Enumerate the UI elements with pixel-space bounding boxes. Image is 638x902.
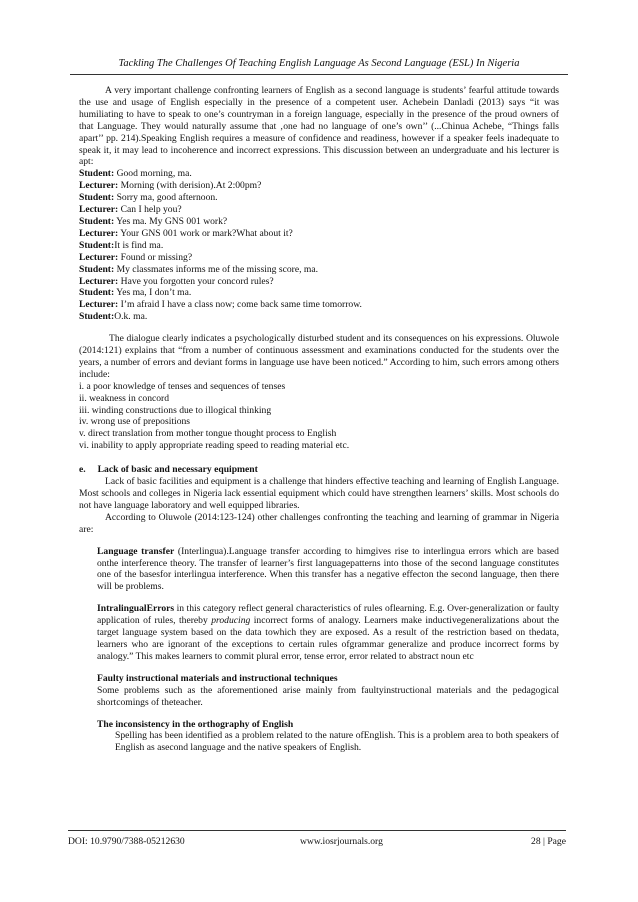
dialogue-line xyxy=(79,299,559,311)
dialogue-text: I’m afraid I have a class now; come back same time tomorrow. xyxy=(118,299,362,311)
dialogue-speaker: Lecturer: xyxy=(79,180,119,192)
dialogue-line xyxy=(79,228,559,240)
subsection-language-transfer xyxy=(79,546,559,594)
subsection-text: Some problems such as the aforementioned arise mainly from faultyinstructional materials and the pedagogical shortcomings of theteacher. xyxy=(97,684,559,708)
dialogue-speaker: Lecturer: xyxy=(79,299,119,311)
subsection-title: The inconsistency in the orthography of English xyxy=(97,718,294,730)
list-item: v. direct translation from mother tongue thought process to English xyxy=(79,428,337,440)
section-paragraph: Lack of basic facilities and equipment is a challenge that hinders effective teaching and learning of English Language. Most schools and colleges in Nigeria lack essential equipment which could have strengthen learners’ skills. Most schools do not have language laboratory and well equipped libraries. xyxy=(79,476,559,511)
page-footer xyxy=(68,830,566,848)
list-item: i. a poor knowledge of tenses and sequences of tenses xyxy=(79,380,286,392)
dialogue-line xyxy=(79,311,559,323)
dialogue-line xyxy=(79,287,559,299)
dialogue-text: O.k. ma. xyxy=(114,311,148,323)
footer-page-number: 28 | Page xyxy=(531,836,566,847)
dialogue-text: Sorry ma, good afternoon. xyxy=(114,192,218,204)
dialogue-line xyxy=(79,180,559,192)
subsection-title: IntralingualErrors xyxy=(97,603,175,615)
dialogue-speaker: Student: xyxy=(79,168,115,180)
subsection-intralingual-errors xyxy=(79,603,559,663)
dialogue-text: Yes ma, I don’t ma. xyxy=(114,287,192,299)
errors-list xyxy=(79,381,559,452)
dialogue-line xyxy=(79,252,559,264)
footer-doi: DOI: 10.9790/7388-05212630 xyxy=(68,836,185,847)
dialogue-line xyxy=(79,216,559,228)
running-header: Tackling The Challenges Of Teaching English Language As Second Language (ESL) In Nigeria xyxy=(70,57,568,75)
dialogue-speaker: Student: xyxy=(79,239,115,251)
dialogue-speaker: Student: xyxy=(79,192,115,204)
dialogue-text: My classmates informs me of the missing score, ma. xyxy=(114,263,319,275)
list-item: iii. winding constructions due to illogical thinking xyxy=(79,404,272,416)
list-item: iv. wrong use of prepositions xyxy=(79,416,191,428)
dialogue-line xyxy=(79,264,559,276)
dialogue-line xyxy=(79,240,559,252)
dialogue xyxy=(79,168,559,323)
dialogue-text: Found or missing? xyxy=(118,251,193,263)
dialogue-text: It is find ma. xyxy=(114,239,164,251)
dialogue-line xyxy=(79,168,559,180)
dialogue-text: Yes ma. My GNS 001 work? xyxy=(114,215,228,227)
subsection-title: Faulty instructional materials and instructional techniques xyxy=(97,672,338,684)
section-heading: e. Lack of basic and necessary equipment xyxy=(79,464,258,476)
page-body xyxy=(79,85,559,754)
dialogue-speaker: Student: xyxy=(79,263,115,275)
subsection-text: (Interlingua).Language transfer according to himgives rise to interlingua errors which are based onthe interference theory. The transfer of learner’s first languagepatterns into those of the second language constitutes one of the basesfor interlingua interference. When this transfer has a negative effecton the second language, then there will be problems. xyxy=(97,545,559,593)
dialogue-speaker: Lecturer: xyxy=(79,227,119,239)
subsection-title: Language transfer xyxy=(97,545,175,557)
emphasis-text: producing xyxy=(211,615,251,627)
list-item: ii. weakness in concord xyxy=(79,392,170,404)
dialogue-text: Have you forgotten your concord rules? xyxy=(118,275,274,287)
dialogue-line xyxy=(79,204,559,216)
subsection-text: incorrect forms of analogy. Learners make inductivegeneralizations about the target language system based on the data towhich they are exposed. As a result of the restriction based on thedata, learners who are ignorant of the exceptions to certain rules ofgrammar generalize and produce incorrect forms by analogy.” This makes learners to commit plural error, tense error, error related to abstract noun etc xyxy=(97,615,560,662)
dialogue-speaker: Lecturer: xyxy=(79,204,119,216)
analysis-paragraph: The dialogue clearly indicates a psychologically disturbed student and its consequences on his expressions. Oluwole (2014:121) explains that “from a number of continuous assessment and examinations conducted for the students over the years, a number of errors and deviant forms in language use have been noticed.” According to him, such errors among others include: xyxy=(79,333,559,380)
subsection-text: Spelling has been identified as a problem related to the nature ofEnglish. This is a problem area to both speakers of English as asecond language and the native speakers of English. xyxy=(115,730,559,754)
intro-paragraph: A very important challenge confronting learners of English as a second language is students’ fearful attitude towards the use and usage of English especially in the presence of a competent user. Achebein Danladi (2013) says “it was humiliating to have to speak to one’s countryman in a foreign language, especially in the presence of the proud owners of that Language. They would naturally assume that ‚one had no language of one’s own’’ (...Chinua Achebe, “Things falls apart’’ pp. 214).Speaking English requires a measure of confidence and readiness, however if a speaker feels inadequate to speak it, it may lead to incoherence and incorrect expressions. This discussion between an undergraduate and his lecturer is apt: xyxy=(79,85,559,168)
footer-website-link[interactable]: www.iosrjournals.org xyxy=(300,836,383,847)
dialogue-text: Your GNS 001 work or mark?What about it? xyxy=(118,227,293,239)
dialogue-speaker: Lecturer: xyxy=(79,251,119,263)
dialogue-text: Can I help you? xyxy=(118,204,182,216)
subsection-text: in this category reflect general characteristics of rules oflearning. E.g. Over-generalization or faulty application of rules, thereby xyxy=(97,603,559,627)
dialogue-speaker: Student: xyxy=(79,215,115,227)
dialogue-speaker: Lecturer: xyxy=(79,275,119,287)
dialogue-line xyxy=(79,192,559,204)
dialogue-speaker: Student: xyxy=(79,311,115,323)
section-paragraph: According to Oluwole (2014:123-124) other challenges confronting the teaching and learning of grammar in Nigeria are: xyxy=(79,511,559,535)
dialogue-text: Good morning, ma. xyxy=(114,168,192,180)
dialogue-speaker: Student: xyxy=(79,287,115,299)
dialogue-line xyxy=(79,276,559,288)
dialogue-text: Morning (with derision).At 2:00pm? xyxy=(118,180,262,192)
list-item: vi. inability to apply appropriate reading speed to reading material etc. xyxy=(79,440,350,452)
